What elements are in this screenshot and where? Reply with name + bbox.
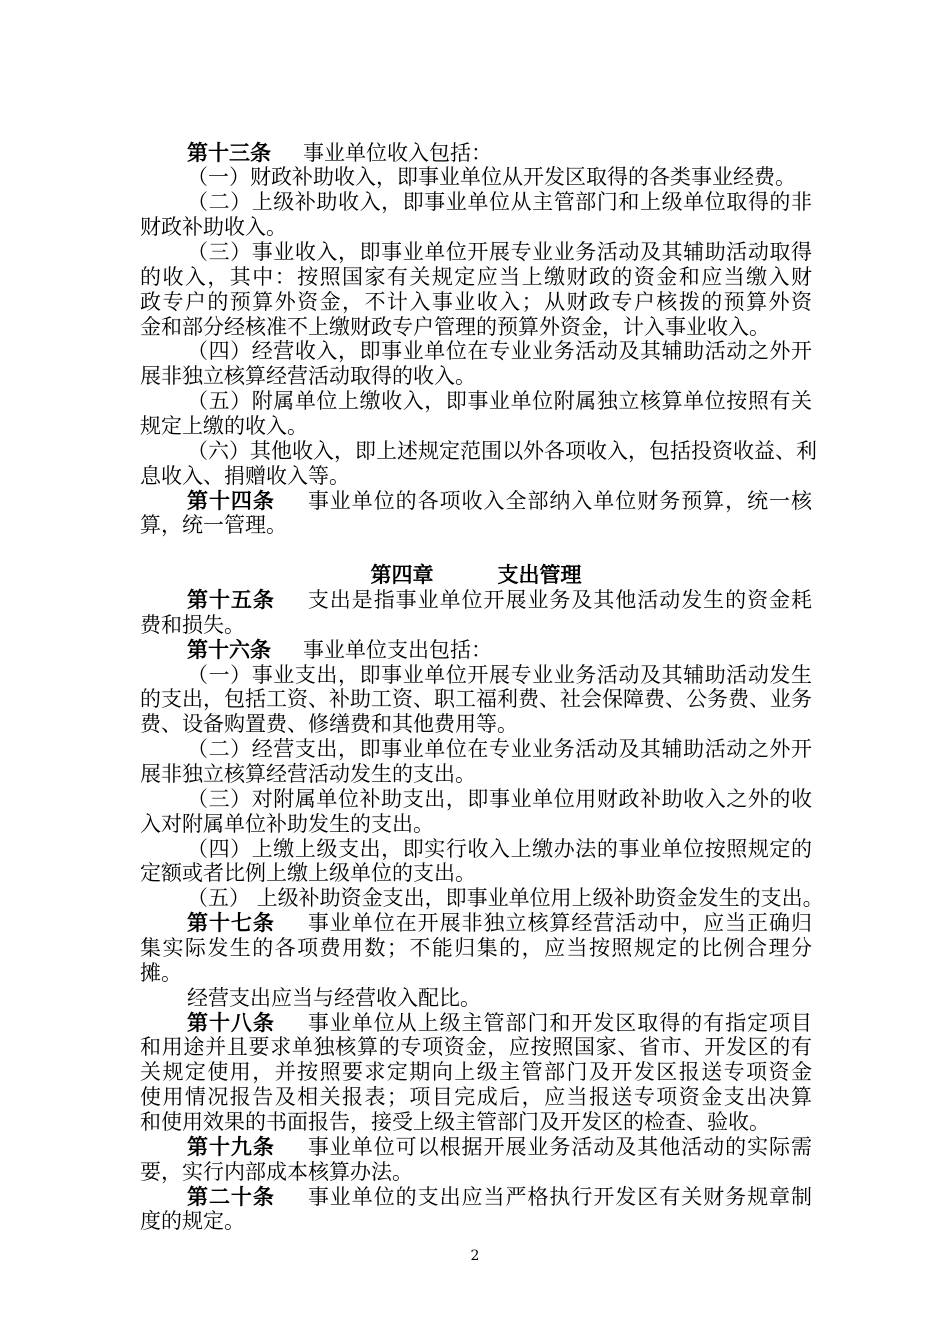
line-text: 事业单位收入包括：	[303, 140, 492, 165]
text-line	[140, 986, 812, 1011]
text-line	[140, 861, 812, 886]
article-heading: 第十九条	[187, 1133, 275, 1159]
clause-paragraph	[140, 438, 817, 489]
section-expenditure	[140, 586, 824, 1234]
text-line	[140, 1085, 812, 1110]
text-line	[140, 513, 812, 538]
article-paragraph	[140, 1185, 812, 1235]
article-paragraph	[140, 588, 812, 638]
line-text: （五）附属单位上缴收入，即事业单位附属独立核算单位按照有关	[187, 389, 812, 414]
text-line	[140, 1160, 812, 1185]
line-text: 和用途并且要求单独核算的专项资金，应按照国家、省市、开发区的有	[140, 1035, 812, 1060]
clause-paragraph	[140, 389, 812, 439]
text-line	[140, 961, 812, 986]
section-income	[140, 139, 817, 539]
line-text: 和使用效果的书面报告，接受上级主管部门及开发区的检查、验收。	[140, 1110, 770, 1135]
line-text: 费和损失。	[140, 612, 245, 637]
line-text: 要，实行内部成本核算办法。	[140, 1159, 413, 1184]
text-line	[140, 613, 812, 638]
text-line	[140, 438, 817, 464]
clause-paragraph	[140, 737, 812, 787]
clause-paragraph	[140, 986, 812, 1011]
article-heading: 第十七条	[187, 910, 275, 936]
line-text: 规定上缴的收入。	[140, 413, 308, 438]
text-line	[140, 190, 812, 215]
line-text: 定额或者比例上缴上级单位的支出。	[140, 861, 476, 886]
line-text: 集实际发生的各项费用数；不能归集的，应当按照规定的比例合理分	[140, 936, 812, 960]
chapter-title: 支出管理	[497, 562, 582, 588]
article-paragraph	[140, 1011, 812, 1135]
text-line	[140, 663, 812, 688]
line-text: 的收入，其中：按照国家有关规定应当上缴财政的资金和应当缴入财	[140, 264, 812, 289]
text-line	[140, 464, 812, 489]
text-line	[140, 1011, 812, 1036]
text-line	[140, 837, 812, 862]
line-text: （一）财政补助收入，即事业单位从开发区取得的各类事业经费。	[187, 165, 796, 190]
text-line	[140, 588, 812, 613]
chapter-heading	[140, 563, 812, 588]
text-line	[140, 687, 812, 712]
text-line	[140, 215, 812, 240]
document-body	[140, 139, 824, 1235]
text-line	[140, 1110, 812, 1135]
line-text: 的支出，包括工资、补助工资、职工福利费、社会保障费、公务费、业务	[140, 687, 812, 712]
line-text: 支出是指事业单位开展业务及其他活动发生的资金耗	[306, 587, 813, 612]
line-text: 展非独立核算经营活动发生的支出。	[140, 761, 476, 786]
clause-paragraph	[140, 837, 812, 887]
article-heading: 第十六条	[187, 636, 271, 662]
line-text: （二）上级补助收入，即事业单位从主管部门和上级单位取得的非	[187, 190, 812, 215]
article-heading: 第二十条	[187, 1183, 275, 1209]
line-text: 事业单位可以根据开展业务活动及其他活动的实际需	[306, 1134, 813, 1159]
line-text: 事业单位的支出应当严格执行开发区有关财务规章制	[306, 1184, 813, 1209]
text-line	[140, 936, 812, 961]
text-line	[140, 911, 812, 936]
line-text: 摊。	[140, 960, 182, 985]
line-text: 入对附属单位补助发生的支出。	[140, 811, 434, 836]
line-text: （三）事业收入，即事业单位开展专业业务活动及其辅助活动取得	[187, 239, 812, 264]
line-text: 经营支出应当与经营收入配比。	[187, 985, 481, 1010]
text-line	[140, 240, 812, 265]
line-text: 事业单位从上级主管部门和开发区取得的有指定项目	[306, 1010, 813, 1035]
line-text: 事业单位的各项收入全部纳入单位财务预算，统一核	[306, 488, 813, 513]
chapter-number: 第四章	[370, 562, 434, 588]
text-line	[140, 141, 812, 166]
line-text: （二）经营支出，即事业单位在专业业务活动及其辅助活动之外开	[187, 737, 812, 762]
text-line	[140, 265, 812, 290]
line-text: （三）对附属单位补助支出，即事业单位用财政补助收入之外的收	[187, 786, 812, 811]
text-line	[140, 489, 812, 514]
text-line	[140, 886, 824, 911]
text-line	[140, 737, 812, 762]
line-text: （五） 上级补助资金支出，即事业单位用上级补助资金发生的支出。	[187, 886, 824, 911]
line-text: 事业单位支出包括：	[303, 637, 492, 662]
article-paragraph	[140, 141, 812, 166]
line-text: 展非独立核算经营活动取得的收入。	[140, 364, 476, 389]
clause-paragraph	[140, 339, 812, 389]
clause-paragraph	[140, 886, 824, 911]
line-text: 事业单位在开展非独立核算经营活动中，应当正确归	[306, 911, 813, 936]
text-line	[140, 1135, 812, 1160]
line-text: 费、设备购置费、修缮费和其他费用等。	[140, 712, 518, 737]
text-line	[140, 712, 812, 737]
text-line	[140, 638, 812, 663]
text-line	[140, 414, 812, 439]
line-text: （六）其他收入，即上述规定范围以外各项收入，包括投资收益、利	[187, 438, 817, 463]
line-text: 政专户的预算外资金，不计入事业收入；从财政专户核拨的预算外资	[140, 289, 812, 314]
article-paragraph	[140, 911, 812, 986]
line-text: 算，统一管理。	[140, 513, 287, 538]
text-line	[140, 315, 812, 340]
line-text: 使用情况报告及相关报表；项目完成后，应当报送专项资金支出决算	[140, 1085, 812, 1110]
text-line	[140, 339, 812, 364]
line-text: 息收入、捐赠收入等。	[140, 463, 350, 488]
article-paragraph	[140, 1135, 812, 1185]
clause-paragraph	[140, 663, 812, 738]
page-number: 2	[470, 1248, 480, 1264]
line-text: （四）上缴上级支出，即实行收入上缴办法的事业单位按照规定的	[187, 836, 812, 861]
text-line	[140, 1209, 812, 1234]
text-line	[140, 364, 812, 389]
text-line	[140, 165, 812, 190]
article-heading: 第十八条	[187, 1009, 275, 1035]
clause-paragraph	[140, 165, 812, 190]
line-text: （四）经营收入，即事业单位在专业业务活动及其辅助活动之外开	[187, 339, 812, 364]
line-text: 度的规定。	[140, 1209, 245, 1234]
line-text: 财政补助收入。	[140, 215, 287, 240]
text-line	[140, 812, 812, 837]
article-paragraph	[140, 489, 812, 539]
line-text: 金和部分经核准不上缴财政专户管理的预算外资金，计入事业收入。	[140, 314, 770, 339]
clause-paragraph	[140, 240, 812, 339]
clause-paragraph	[140, 190, 812, 240]
text-line	[140, 1035, 812, 1060]
article-heading: 第十三条	[187, 139, 271, 165]
article-heading: 第十四条	[187, 487, 275, 513]
article-paragraph	[140, 638, 812, 663]
text-line	[140, 1060, 812, 1085]
line-text: （一）事业支出，即事业单位开展专业业务活动及其辅助活动发生	[187, 662, 812, 687]
text-line	[140, 290, 812, 315]
clause-paragraph	[140, 787, 812, 837]
article-heading: 第十五条	[187, 586, 275, 612]
text-line	[140, 762, 812, 787]
text-line	[140, 1185, 812, 1210]
line-text: 关规定使用，并按照要求定期向上级主管部门及开发区报送专项资金	[140, 1060, 812, 1085]
text-line	[140, 787, 812, 812]
text-line	[140, 389, 812, 414]
